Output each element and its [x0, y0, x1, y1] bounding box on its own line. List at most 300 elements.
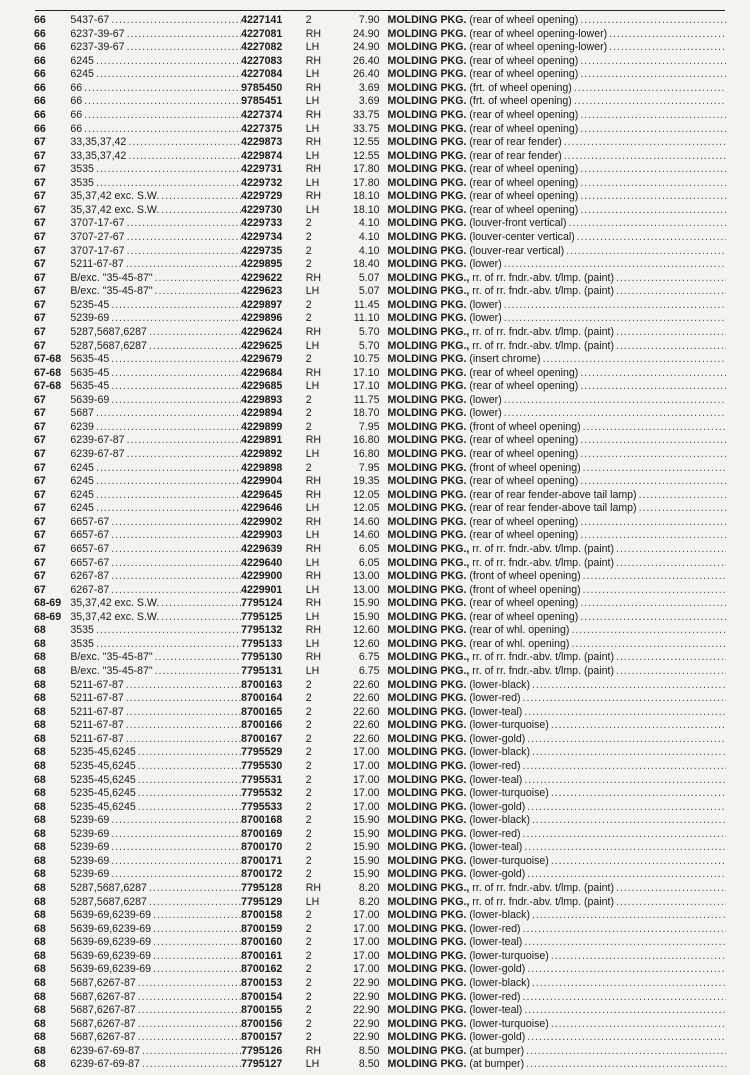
description-detail: (lower-black): [469, 814, 530, 827]
model-cell: [70, 760, 241, 774]
model-cell: [70, 1018, 241, 1032]
dot-leader: [524, 1045, 726, 1059]
year-cell: 66: [34, 27, 46, 40]
model-text: 35,37,42 exc. S.W.: [70, 610, 160, 623]
dot-leader: [159, 597, 241, 611]
model-text: 6239-67-69-87: [70, 1058, 140, 1071]
model-text: 5287,5687,6287: [70, 325, 147, 338]
dot-leader: [159, 611, 241, 625]
model-text: 5211-67-87: [70, 732, 124, 745]
description-detail: rr. of rr. fndr.-abv. t/lmp. (paint): [472, 556, 614, 569]
dot-leader: [578, 611, 726, 625]
description-prefix: MOLDING PKG.: [387, 122, 467, 135]
part-number-cell: 4229645: [241, 488, 283, 501]
description-prefix: MOLDING PKG.: [387, 841, 467, 854]
year-cell: 67: [34, 475, 46, 488]
table-row: [34, 95, 726, 109]
part-number-cell: 7795529: [241, 746, 283, 759]
model-cell: [70, 299, 241, 313]
model-text: B/exc. "35-45-87": [70, 651, 153, 664]
dot-leader: [521, 828, 726, 842]
description-detail: (lower-teal): [469, 841, 523, 854]
description-detail: (front of wheel opening): [469, 570, 581, 583]
table-row: [34, 353, 726, 367]
description-detail: (lower-red): [469, 827, 521, 840]
quantity-cell: LH: [305, 285, 320, 298]
dot-leader: [578, 204, 726, 218]
model-text: 5239-69: [70, 854, 110, 867]
table-row: [34, 245, 726, 259]
description-cell: [388, 1045, 726, 1059]
part-number-cell: 8700156: [241, 1017, 283, 1030]
dot-leader: [94, 177, 241, 191]
description-detail: (rear of wheel opening): [469, 163, 579, 176]
description-cell: [388, 312, 726, 326]
model-cell: [70, 733, 241, 747]
model-text: 5437-67: [70, 14, 110, 26]
model-cell: [70, 584, 241, 598]
year-cell: 67: [34, 190, 46, 203]
part-number-cell: 4229646: [241, 502, 283, 515]
price-cell: 14.60: [353, 515, 380, 528]
price-cell: 17.00: [353, 909, 380, 922]
part-number-cell: 7795531: [241, 773, 283, 786]
price-cell: 17.00: [353, 759, 380, 772]
quantity-cell: 2: [305, 258, 312, 271]
model-cell: [70, 245, 241, 259]
model-cell: [70, 774, 241, 788]
model-text: 6267-87: [70, 570, 110, 583]
description-cell: [388, 353, 726, 367]
dot-leader: [522, 936, 726, 950]
model-cell: [70, 1031, 241, 1045]
quantity-cell: 2: [305, 393, 312, 406]
year-cell: 68: [34, 624, 46, 637]
dot-leader: [109, 570, 241, 584]
table-row: [34, 516, 726, 530]
description-prefix: MOLDING PKG.: [387, 1017, 467, 1030]
price-cell: 17.00: [353, 949, 380, 962]
description-cell: [388, 909, 726, 923]
description-prefix: MOLDING PKG.: [387, 990, 467, 1003]
price-cell: 13.00: [353, 570, 380, 583]
price-cell: 11.75: [353, 393, 380, 406]
quantity-cell: 2: [305, 827, 312, 840]
dot-leader: [82, 82, 241, 96]
description-detail: rr. of rr. fndr.-abv. t/lmp. (paint): [472, 895, 614, 908]
description-detail: rr. of rr. fndr.-abv. t/lmp. (paint): [472, 339, 614, 352]
dot-leader: [153, 285, 241, 299]
description-prefix: MOLDING PKG.: [387, 502, 467, 515]
model-cell: [70, 896, 241, 910]
price-cell: 13.00: [353, 583, 380, 596]
model-cell: [70, 1045, 241, 1059]
quantity-cell: LH: [305, 203, 320, 216]
price-cell: 14.60: [353, 529, 380, 542]
description-prefix: MOLDING PKG.: [387, 909, 467, 922]
description-cell: [388, 855, 726, 869]
dot-leader: [578, 475, 726, 489]
part-number-cell: 4229734: [241, 231, 283, 243]
dot-leader: [578, 529, 726, 543]
model-cell: [70, 434, 241, 448]
table-row: [34, 977, 726, 991]
description-prefix: MOLDING PKG.: [387, 41, 467, 54]
table-row: [34, 1031, 726, 1045]
part-number-cell: 4229892: [241, 448, 283, 460]
model-text: 6237-39-67: [70, 41, 125, 54]
dot-leader: [614, 285, 726, 299]
description-prefix: MOLDING PKG.: [387, 407, 467, 420]
description-cell: [388, 55, 726, 69]
dot-leader: [153, 272, 241, 286]
year-cell: 68: [34, 990, 46, 1003]
model-cell: [70, 801, 241, 815]
description-cell: [388, 841, 726, 855]
price-cell: 12.05: [353, 488, 380, 501]
price-cell: 19.35: [353, 475, 380, 488]
quantity-cell: RH: [305, 434, 322, 447]
price-cell: 16.80: [353, 434, 380, 447]
description-detail: rr. of rr. fndr.-abv. t/lmp. (paint): [472, 665, 614, 677]
model-text: 5687,6267-87: [70, 990, 136, 1003]
model-cell: [70, 746, 241, 760]
description-cell: [388, 394, 726, 408]
table-row: [34, 109, 726, 123]
table-row: [34, 28, 726, 42]
model-cell: [70, 543, 241, 557]
description-detail: (lower-gold): [469, 868, 526, 881]
description-prefix: MOLDING PKG.: [387, 787, 467, 800]
price-cell: 24.90: [353, 41, 380, 54]
price-cell: 17.00: [353, 746, 380, 759]
model-text: 33,35,37,42: [70, 136, 127, 149]
part-number-cell: 7795133: [241, 637, 283, 650]
description-detail: (rear of wheel opening): [469, 475, 579, 488]
table-row: [34, 774, 726, 788]
table-row: [34, 407, 726, 421]
model-cell: [70, 570, 241, 584]
model-cell: [70, 353, 241, 367]
part-number-cell: 4229895: [241, 258, 283, 271]
table-row: [34, 55, 726, 69]
description-prefix: MOLDING PKG.: [387, 976, 467, 989]
description-prefix: MOLDING PKG.: [387, 27, 467, 40]
price-cell: 17.00: [353, 773, 380, 786]
dot-leader: [578, 68, 726, 82]
year-cell: 67: [34, 149, 46, 162]
table-row: [34, 123, 726, 137]
dot-leader: [109, 529, 241, 543]
model-text: 6657-67: [70, 515, 110, 528]
table-row: [34, 950, 726, 964]
dot-leader: [136, 1004, 241, 1018]
dot-leader: [530, 977, 726, 991]
quantity-cell: 2: [305, 854, 312, 867]
quantity-cell: RH: [305, 366, 322, 379]
model-text: 5639-69,6239-69: [70, 963, 152, 976]
year-cell: 66: [34, 108, 46, 121]
dot-leader: [524, 1058, 726, 1072]
year-cell: 67: [34, 393, 46, 406]
dot-leader: [109, 299, 241, 313]
model-text: 6245: [70, 475, 94, 488]
table-row: [34, 936, 726, 950]
table-row: [34, 462, 726, 476]
part-number-cell: 4229904: [241, 475, 283, 488]
dot-leader: [124, 679, 241, 693]
description-cell: [388, 1018, 726, 1032]
dot-leader: [521, 760, 726, 774]
quantity-cell: 2: [305, 936, 312, 949]
year-cell: 68: [34, 868, 46, 881]
year-cell: 68: [34, 976, 46, 989]
table-row: [34, 82, 726, 96]
dot-leader: [578, 367, 726, 381]
year-cell: 66: [34, 54, 46, 67]
description-cell: [388, 95, 726, 109]
dot-leader: [94, 502, 241, 516]
table-row: [34, 367, 726, 381]
table-row: [34, 841, 726, 855]
model-text: 5635-45: [70, 380, 110, 393]
model-cell: [70, 597, 241, 611]
year-cell: 67: [34, 461, 46, 474]
model-text: 3535: [70, 637, 94, 650]
quantity-cell: LH: [305, 1058, 320, 1071]
model-text: 5639-69,6239-69: [70, 936, 152, 949]
part-number-cell: 4229679: [241, 353, 283, 366]
model-text: 66: [70, 122, 83, 135]
description-cell: [388, 679, 726, 693]
model-text: 6245: [70, 461, 94, 474]
description-detail: (rear of wheel opening-lower): [469, 27, 608, 40]
year-cell: 68: [34, 1058, 46, 1071]
model-text: 6657-67: [70, 542, 110, 555]
table-row: [34, 475, 726, 489]
year-cell: 67: [34, 258, 46, 271]
model-text: 5235-45,6245: [70, 773, 136, 786]
quantity-cell: 2: [305, 1017, 312, 1030]
price-cell: 17.00: [353, 936, 380, 949]
description-cell: [388, 651, 726, 665]
model-cell: [70, 977, 241, 991]
table-row: [34, 746, 726, 760]
year-cell: 68: [34, 909, 46, 922]
description-detail: (rear of rear fender): [469, 136, 562, 149]
model-cell: [70, 367, 241, 381]
dot-leader: [614, 272, 726, 286]
description-detail: (lower): [469, 258, 502, 271]
year-cell: 68: [34, 814, 46, 827]
description-cell: [388, 1058, 726, 1072]
quantity-cell: 2: [305, 244, 312, 257]
dot-leader: [147, 340, 241, 354]
description-prefix: MOLDING PKG.: [387, 393, 467, 406]
price-cell: 22.60: [353, 692, 380, 705]
quantity-cell: 2: [305, 949, 312, 962]
description-prefix: MOLDING PKG.: [387, 68, 467, 81]
model-cell: [70, 638, 241, 652]
description-detail: (rear of wheel opening): [469, 597, 579, 610]
model-cell: [70, 624, 241, 638]
table-row: [34, 1018, 726, 1032]
description-cell: [388, 868, 726, 882]
table-row: [34, 801, 726, 815]
description-prefix: MOLDING PKG.: [387, 231, 467, 243]
price-cell: 15.90: [353, 868, 380, 881]
model-text: 5235-45,6245: [70, 746, 136, 759]
price-cell: 24.90: [353, 27, 380, 40]
dot-leader: [151, 963, 241, 977]
dot-leader: [136, 760, 241, 774]
year-cell: 67: [34, 203, 46, 216]
part-number-cell: 4229735: [241, 244, 283, 257]
part-number-cell: 8700160: [241, 936, 283, 949]
price-cell: 12.60: [353, 624, 380, 637]
price-cell: 17.00: [353, 922, 380, 935]
description-detail: (rear of wheel opening): [469, 190, 579, 203]
quantity-cell: 2: [305, 1004, 312, 1017]
part-number-cell: 4229685: [241, 380, 283, 393]
price-cell: 22.90: [353, 1031, 380, 1044]
part-number-cell: 8700158: [241, 909, 283, 922]
model-cell: [70, 14, 241, 28]
price-cell: 22.90: [353, 976, 380, 989]
model-text: 33,35,37,42: [70, 149, 127, 162]
model-cell: [70, 855, 241, 869]
dot-leader: [525, 963, 726, 977]
price-cell: 10.75: [353, 353, 380, 366]
price-cell: 12.60: [353, 637, 380, 650]
part-number-cell: 8700167: [241, 732, 283, 745]
model-text: 6237-39-67: [70, 27, 125, 40]
quantity-cell: 2: [305, 705, 312, 718]
description-prefix: MOLDING PKG.: [387, 949, 467, 962]
price-cell: 18.70: [353, 407, 380, 420]
model-text: 5687,6267-87: [70, 1031, 136, 1044]
model-text: 5687,6267-87: [70, 1017, 136, 1030]
dot-leader: [614, 896, 726, 910]
table-row: [34, 136, 726, 150]
dot-leader: [109, 516, 241, 530]
dot-leader: [572, 82, 726, 96]
model-text: 5287,5687,6287: [70, 882, 147, 894]
part-number-cell: 8700165: [241, 705, 283, 718]
quantity-cell: 2: [305, 922, 312, 935]
model-cell: [70, 312, 241, 326]
part-number-cell: 4227374: [241, 108, 283, 121]
price-cell: 17.80: [353, 163, 380, 176]
model-text: B/exc. "35-45-87": [70, 271, 153, 284]
dot-leader: [94, 163, 241, 177]
quantity-cell: LH: [305, 637, 320, 650]
model-text: 3535: [70, 176, 94, 189]
model-text: 5239-69: [70, 312, 110, 325]
description-cell: [388, 190, 726, 204]
quantity-cell: 2: [305, 298, 312, 311]
year-cell: 68: [34, 1031, 46, 1044]
description-detail: (front of wheel opening): [469, 420, 581, 433]
dot-leader: [530, 746, 726, 760]
model-text: 6239-67-69-87: [70, 1044, 140, 1057]
dot-leader: [581, 421, 726, 435]
year-cell: 67: [34, 529, 46, 542]
dot-leader: [124, 258, 241, 272]
description-cell: [388, 272, 726, 286]
part-number-cell: 8700161: [241, 949, 283, 962]
table-row: [34, 217, 726, 231]
price-cell: 26.40: [353, 54, 380, 67]
table-row: [34, 489, 726, 503]
dot-leader: [522, 1004, 726, 1018]
description-detail: rr. of rr. fndr.-abv. t/lmp. (paint): [472, 542, 614, 555]
part-number-cell: 4229901: [241, 583, 283, 596]
table-row: [34, 1058, 726, 1072]
dot-leader: [147, 326, 241, 340]
dot-leader: [614, 543, 726, 557]
table-row: [34, 204, 726, 218]
dot-leader: [578, 190, 726, 204]
dot-leader: [607, 28, 726, 42]
description-cell: [388, 516, 726, 530]
part-number-cell: 4229623: [241, 285, 283, 298]
model-text: B/exc. "35-45-87": [70, 665, 153, 677]
description-cell: [388, 68, 726, 82]
dot-leader: [109, 380, 241, 394]
year-cell: 67-68: [34, 366, 62, 379]
model-text: 3535: [70, 163, 94, 176]
dot-leader: [153, 651, 241, 665]
quantity-cell: RH: [305, 475, 322, 488]
table-row: [34, 814, 726, 828]
model-text: 66: [70, 95, 83, 108]
description-prefix: MOLDING PKG.: [387, 298, 467, 311]
description-prefix: MOLDING PKG.: [387, 773, 467, 786]
quantity-cell: RH: [305, 81, 322, 94]
model-text: 5287,5687,6287: [70, 895, 147, 908]
dot-leader: [521, 991, 726, 1005]
table-row: [34, 41, 726, 55]
table-row: [34, 557, 726, 571]
quantity-cell: 2: [305, 841, 312, 854]
dot-leader: [136, 1031, 241, 1045]
description-cell: [388, 963, 726, 977]
quantity-cell: LH: [305, 339, 320, 352]
price-cell: 15.90: [353, 841, 380, 854]
quantity-cell: 2: [305, 868, 312, 881]
description-prefix: MOLDING PKG.: [387, 244, 467, 257]
description-prefix: MOLDING PKG.,: [387, 542, 470, 555]
model-cell: [70, 394, 241, 408]
dot-leader: [151, 936, 241, 950]
part-number-cell: 7795128: [241, 882, 283, 894]
table-row: [34, 584, 726, 598]
description-prefix: MOLDING PKG.: [387, 570, 467, 583]
description-detail: (lower-gold): [469, 1031, 526, 1044]
model-text: 5287,5687,6287: [70, 339, 147, 352]
dot-leader: [562, 150, 726, 164]
model-text: 5235-45,6245: [70, 787, 136, 800]
model-cell: [70, 41, 241, 55]
year-cell: 68: [34, 678, 46, 691]
part-number-cell: 4229897: [241, 298, 283, 311]
dot-leader: [562, 136, 726, 150]
description-cell: [388, 719, 726, 733]
year-cell: 66: [34, 41, 46, 54]
dot-leader: [569, 624, 726, 638]
quantity-cell: RH: [305, 515, 322, 528]
